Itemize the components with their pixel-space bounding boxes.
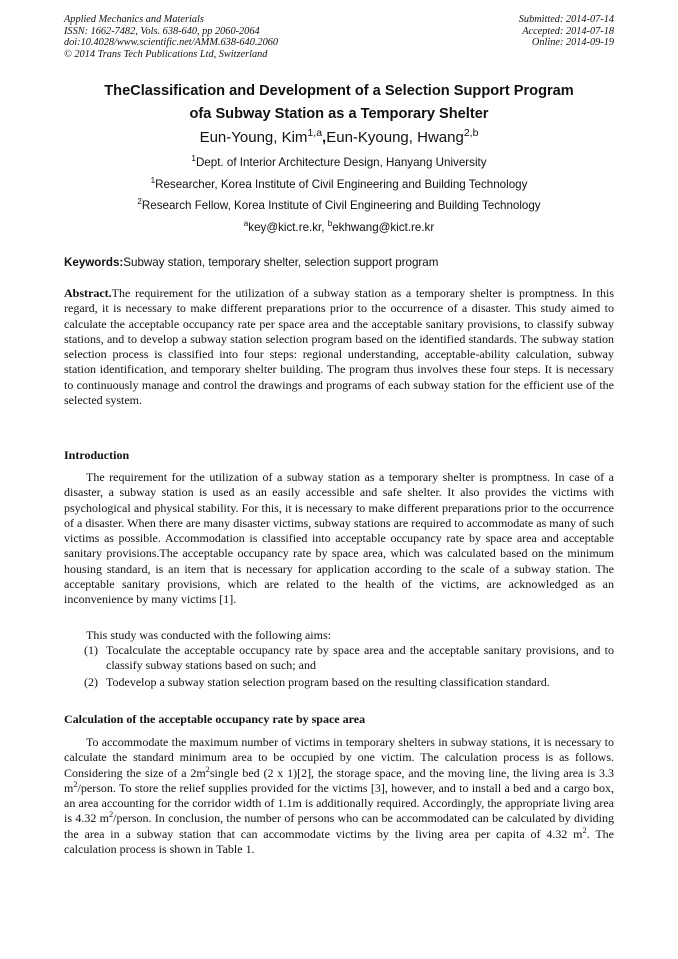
calc-sup-3: 2 — [108, 810, 114, 820]
calc-text-5: . The calculation process is shown in Table 1. — [64, 826, 614, 857]
title-line-2: ofa Subway Station as a Temporary Shelter — [189, 106, 489, 122]
affiliation-1 — [40, 156, 638, 170]
author-1: Eun-Young, Kim — [199, 129, 308, 146]
aim-item-1-number: (1) — [84, 643, 98, 657]
email-a: key@kict.re.kr, — [248, 221, 328, 234]
affiliation-2-sup: 1 — [150, 176, 156, 186]
journal-doi: doi:10.4028/www.scientific.net/AMM.638-640.2060 — [64, 37, 279, 48]
calculation-heading: Calculation of the acceptable occupancy rate by space area — [64, 712, 366, 726]
paper-title — [40, 80, 638, 126]
abstract-label: Abstract. — [64, 286, 112, 300]
calc-text-1: To accommodate the maximum number of victims in temporary shelters in subway stations, it is necessary to calculate the standard minimum area to be occupied by one victim. The calculation process is as follows. Considering the size of a 2m — [64, 735, 614, 780]
calc-text-4: /person. In conclusion, the number of persons who can be accommodated can be calculated by dividing the area in a subway station that can accommodate victims by the living area per capita of 4.32 m — [64, 811, 614, 841]
author-list — [40, 129, 638, 147]
author-1-sup: 1,a — [307, 127, 323, 139]
calculation-paragraph — [64, 735, 614, 857]
calc-sup-2: 2 — [73, 779, 78, 789]
email-b-sup: b — [327, 219, 333, 229]
journal-name: Applied Mechanics and Materials — [64, 14, 204, 25]
author-2-sup: 2,b — [463, 127, 479, 139]
aim-item-2-number: (2) — [84, 675, 98, 689]
introduction-paragraph: The requirement for the utilization of a subway station as a temporary shelter is promptness. In case of a disaster, a subway station is used as an easily accessible and safe shelter. It also provides the victims with psychological and physical stability. For this, it is necessary to make different preparations prior to the occurrence of a disaster. When there are many disaster victims, subway stations are required to accommodate as many of such victims as possible. Accommodation is classified into acceptable occupancy rate by space area and acceptable sanitary provisions.The acceptable occupancy rate by space area, which was calculated based on the minimum housing standard, is an item that is necessary for application according to the scale of a subway station. The acceptable sanitary provisions, which are related to the health of the victims, are acknowledged as an inconvenience by many victims [1]. — [64, 470, 614, 607]
accepted-date: Accepted: 2014-07-18 — [522, 25, 614, 37]
introduction-heading: Introduction — [64, 448, 130, 462]
calc-sup-1: 2 — [205, 764, 210, 774]
journal-info — [64, 14, 278, 60]
aim-item-2 — [84, 675, 614, 690]
affiliation-3-text: Research Fellow, Korea Institute of Civil Engineering and Building Technology — [141, 199, 541, 212]
affiliation-1-sup: 1 — [191, 154, 196, 164]
author-emails — [40, 221, 638, 235]
affiliation-2 — [40, 178, 638, 192]
keywords-text: Subway station, temporary shelter, selection support program — [123, 256, 439, 269]
keywords — [64, 256, 614, 270]
aim-item-1-text: Tocalculate the acceptable occupancy rate by space area and the acceptable sanitary provisions, and to classify subway stations based on such; and — [106, 643, 614, 673]
submitted-date: Submitted: 2014-07-14 — [518, 14, 614, 25]
journal-issn: ISSN: 1662-7482, Vols. 638-640, pp 2060-2064 — [64, 25, 260, 37]
calc-text-2: single bed (2 x 1)[2], the storage space, and the moving line, the living area is 3.3 m — [64, 765, 614, 795]
aim-item-2-text: Todevelop a subway station selection program based on the resulting classification standard. — [106, 675, 550, 689]
abstract — [64, 286, 614, 408]
affiliation-3-sup: 2 — [137, 197, 142, 207]
email-a-sup: a — [243, 219, 249, 229]
submission-dates — [519, 14, 614, 49]
online-date: Online: 2014-09-19 — [531, 37, 614, 48]
affiliation-3 — [40, 199, 638, 213]
email-b: ekhwang@kict.re.kr — [332, 221, 435, 234]
affiliation-2-text: Researcher, Korea Institute of Civil Engineering and Building Technology — [155, 178, 528, 191]
author-separator: , — [322, 129, 327, 146]
aims-intro: This study was conducted with the following aims: — [86, 628, 331, 642]
keywords-label: Keywords: — [64, 256, 124, 269]
calc-sup-4: 2 — [582, 825, 587, 835]
aim-item-1 — [84, 643, 614, 674]
author-2: Eun-Kyoung, Hwang — [326, 129, 464, 146]
affiliation-1-text: Dept. of Interior Architecture Design, Hanyang University — [195, 156, 487, 169]
calc-text-3: /person. To store the relief supplies provided for the victims [3], however, and to install a bed and a cargo box, an area accounting for the corridor width of 1.1m is additionally required. Accordingly, the appropriate living area is 4.32 m — [64, 780, 614, 826]
abstract-text: The requirement for the utilization of a subway station as a temporary shelter is promptness. In this regard, it is necessary to make different preparations prior to the occurrence of a disaster. This study aimed to calculate the acceptable occupancy rate per space area and the acceptable sanitary provisions, to classify subway stations, and to develop a subway station selection program based on the identified standards. The subway station selection process is classified into four steps: regional understanding, acceptable-ability calculation, subway station identification, and temporary shelter building. The program thus involves these four steps. It is necessary to continuously manage and control the drawings and programs of each subway station for the efficient use of the selected system. — [64, 286, 614, 408]
title-line-1: TheClassification and Development of a Selection Support Program — [104, 83, 574, 99]
journal-copyright: © 2014 Trans Tech Publications Ltd, Switzerland — [64, 48, 268, 60]
